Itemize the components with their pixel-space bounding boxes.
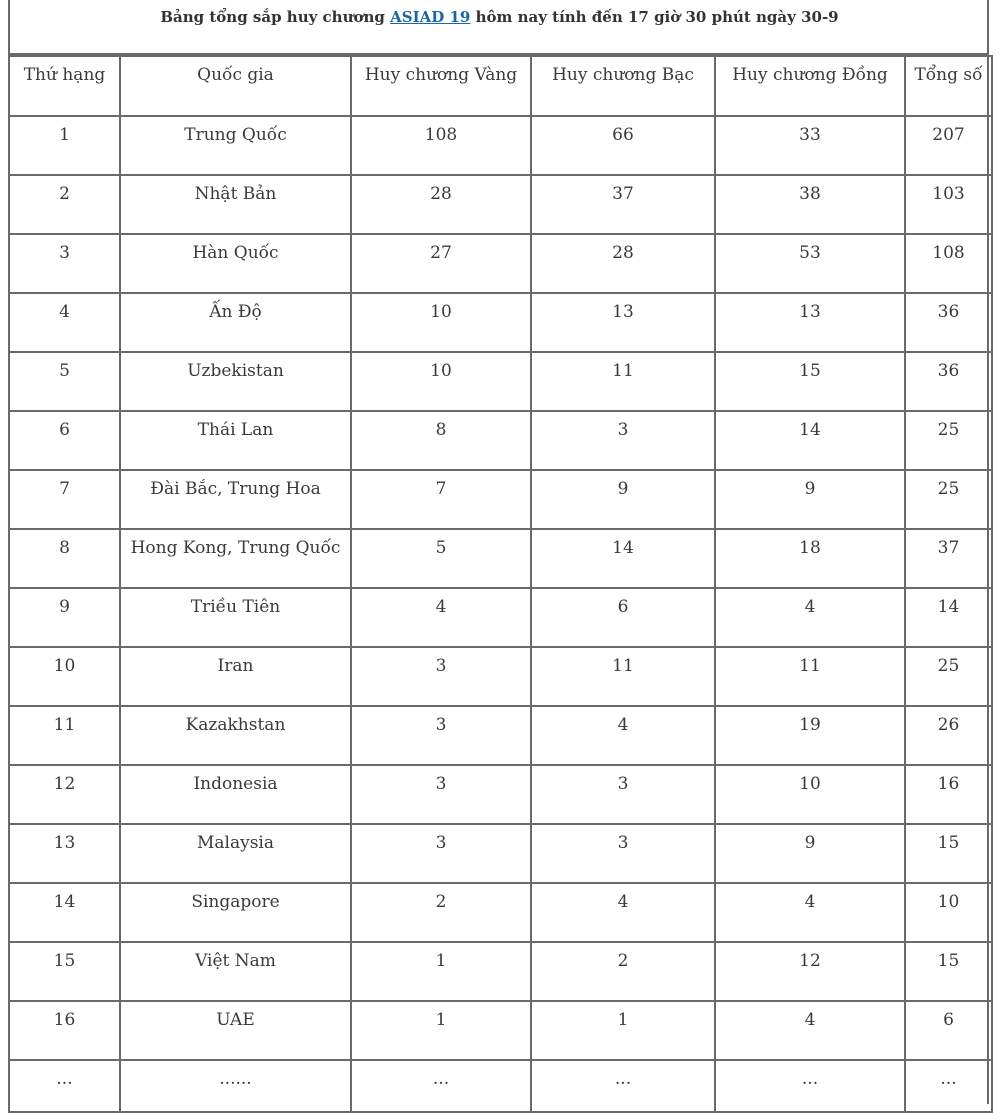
country-cell: Hàn Quốc [120,234,351,293]
gold-cell: 108 [351,116,531,175]
gold-cell: 4 [351,588,531,647]
silver-cell: 11 [531,647,715,706]
caption-suffix: hôm nay tính đến 17 giờ 30 phút ngày 30-9 [470,8,839,26]
country-cell: Indonesia [120,765,351,824]
bronze-cell: 19 [715,706,905,765]
gold-cell: 1 [351,942,531,1001]
total-cell: 25 [905,470,992,529]
total-cell: 36 [905,352,992,411]
silver-cell: 3 [531,765,715,824]
table-row [9,883,992,942]
total-cell: 37 [905,529,992,588]
silver-cell: 2 [531,942,715,1001]
table-row [9,588,992,647]
total-cell: ... [905,1060,992,1112]
silver-cell: 6 [531,588,715,647]
silver-cell: 9 [531,470,715,529]
total-cell: 15 [905,942,992,1001]
rank-cell: 4 [9,293,120,352]
country-cell: Hong Kong, Trung Quốc [120,529,351,588]
rank-cell: 8 [9,529,120,588]
rank-cell: 2 [9,175,120,234]
col-header-total: Tổng số [905,56,992,116]
rank-cell: 3 [9,234,120,293]
asiad-19-link[interactable]: ASIAD 19 [390,8,471,26]
rank-cell: 1 [9,116,120,175]
silver-cell: 66 [531,116,715,175]
total-cell: 207 [905,116,992,175]
bronze-cell: 4 [715,883,905,942]
bronze-cell: 33 [715,116,905,175]
rank-cell: 16 [9,1001,120,1060]
gold-cell: 27 [351,234,531,293]
bronze-cell: 11 [715,647,905,706]
bronze-cell: 9 [715,470,905,529]
country-cell: UAE [120,1001,351,1060]
country-cell: Nhật Bản [120,175,351,234]
country-cell: Thái Lan [120,411,351,470]
silver-cell: 3 [531,824,715,883]
country-cell: Singapore [120,883,351,942]
country-cell: Trung Quốc [120,116,351,175]
total-cell: 36 [905,293,992,352]
bronze-cell: 10 [715,765,905,824]
rank-cell: 15 [9,942,120,1001]
gold-cell: 3 [351,765,531,824]
col-header-country: Quốc gia [120,56,351,116]
bronze-cell: 18 [715,529,905,588]
bronze-cell: 9 [715,824,905,883]
gold-cell: 3 [351,647,531,706]
table-row [9,175,992,234]
rank-cell: 13 [9,824,120,883]
silver-cell: 28 [531,234,715,293]
gold-cell: 10 [351,293,531,352]
country-cell: Ấn Độ [120,293,351,352]
total-cell: 15 [905,824,992,883]
silver-cell: 11 [531,352,715,411]
caption-prefix: Bảng tổng sắp huy chương [160,8,391,26]
col-header-gold: Huy chương Vàng [351,56,531,116]
gold-cell: 28 [351,175,531,234]
bronze-cell: 4 [715,1001,905,1060]
bronze-cell: ... [715,1060,905,1112]
country-cell: Iran [120,647,351,706]
silver-cell: 37 [531,175,715,234]
country-cell: Kazakhstan [120,706,351,765]
total-cell: 25 [905,411,992,470]
table-row [9,293,992,352]
bronze-cell: 13 [715,293,905,352]
header-row [9,56,992,116]
silver-cell: 14 [531,529,715,588]
total-cell: 16 [905,765,992,824]
gold-cell: 10 [351,352,531,411]
gold-cell: 3 [351,706,531,765]
gold-cell: 7 [351,470,531,529]
total-cell: 10 [905,883,992,942]
gold-cell: 2 [351,883,531,942]
country-cell: Malaysia [120,824,351,883]
table-row [9,411,992,470]
table-row [9,824,992,883]
rank-cell: 14 [9,883,120,942]
total-cell: 108 [905,234,992,293]
gold-cell: 5 [351,529,531,588]
country-cell: Việt Nam [120,942,351,1001]
table-caption [10,0,989,55]
silver-cell: 4 [531,883,715,942]
total-cell: 103 [905,175,992,234]
medal-table [8,55,993,1113]
total-cell: 26 [905,706,992,765]
country-cell: Triều Tiên [120,588,351,647]
silver-cell: 13 [531,293,715,352]
table-row [9,470,992,529]
rank-cell: 10 [9,647,120,706]
bronze-cell: 14 [715,411,905,470]
table-row [9,706,992,765]
silver-cell: 1 [531,1001,715,1060]
total-cell: 14 [905,588,992,647]
table-row [9,234,992,293]
table-row [9,942,992,1001]
rank-cell: 6 [9,411,120,470]
table-row [9,1001,992,1060]
rank-cell: ... [9,1060,120,1112]
bronze-cell: 15 [715,352,905,411]
bronze-cell: 53 [715,234,905,293]
country-cell: Đài Bắc, Trung Hoa [120,470,351,529]
col-header-bronze: Huy chương Đồng [715,56,905,116]
table-row [9,529,992,588]
silver-cell: ... [531,1060,715,1112]
table-row [9,352,992,411]
bronze-cell: 4 [715,588,905,647]
total-cell: 6 [905,1001,992,1060]
bronze-cell: 38 [715,175,905,234]
total-cell: 25 [905,647,992,706]
country-cell: ...... [120,1060,351,1112]
rank-cell: 7 [9,470,120,529]
rank-cell: 9 [9,588,120,647]
silver-cell: 3 [531,411,715,470]
gold-cell: ... [351,1060,531,1112]
gold-cell: 3 [351,824,531,883]
table-row [9,1060,992,1112]
gold-cell: 1 [351,1001,531,1060]
table-row [9,647,992,706]
bronze-cell: 12 [715,942,905,1001]
rank-cell: 11 [9,706,120,765]
table-row [9,765,992,824]
table-row [9,116,992,175]
rank-cell: 5 [9,352,120,411]
silver-cell: 4 [531,706,715,765]
col-header-rank: Thứ hạng [9,56,120,116]
gold-cell: 8 [351,411,531,470]
country-cell: Uzbekistan [120,352,351,411]
medal-table-body [9,116,992,1112]
col-header-silver: Huy chương Bạc [531,56,715,116]
rank-cell: 12 [9,765,120,824]
